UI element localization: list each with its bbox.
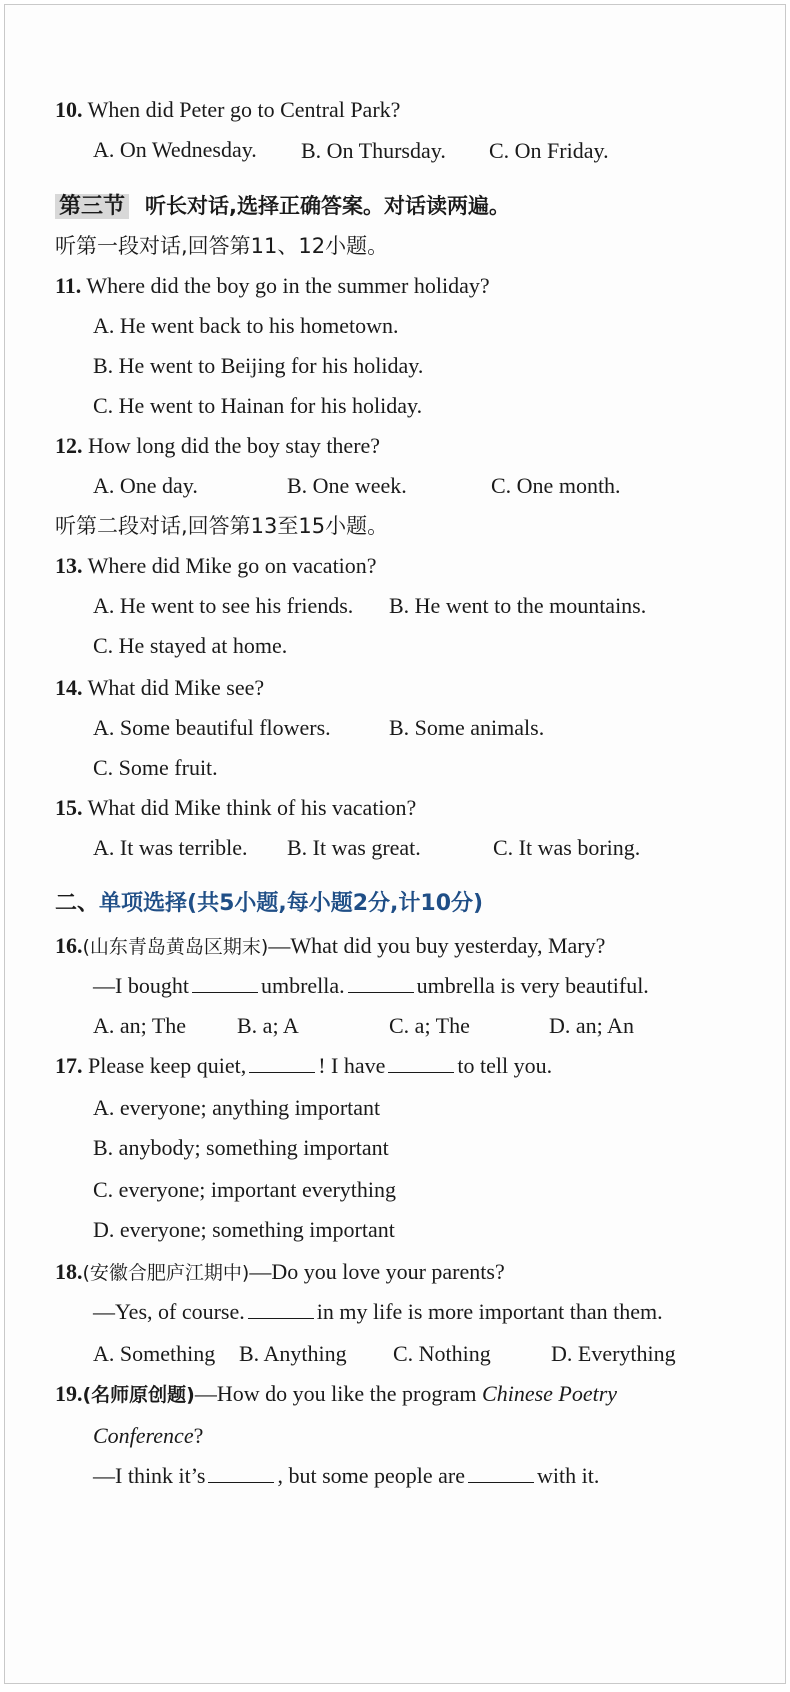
section-tag: 第三节 bbox=[55, 194, 129, 219]
option-b: B. One week. bbox=[287, 473, 407, 498]
exam-page bbox=[4, 4, 786, 1684]
option-a: A. He went back to his hometown. bbox=[93, 313, 399, 338]
option-b: B. He went to Beijing for his holiday. bbox=[93, 353, 424, 378]
question-14: 14. What did Mike see? bbox=[55, 675, 265, 700]
answer-blank bbox=[192, 974, 258, 993]
answer-blank bbox=[208, 1464, 274, 1483]
question-19-line-2: Conference? bbox=[93, 1423, 204, 1448]
option-c: C. He stayed at home. bbox=[93, 633, 288, 658]
question-18-line-2: —Yes, of course. in my life is more important than them. bbox=[93, 1299, 663, 1324]
answer-blank bbox=[468, 1464, 534, 1483]
question-19: 19.(名师原创题)—How do you like the program Chinese Poetry bbox=[55, 1381, 618, 1406]
option-a: A. Something bbox=[93, 1341, 216, 1366]
option-d: D. an; An bbox=[549, 1013, 634, 1038]
option-a: A. an; The bbox=[93, 1013, 187, 1038]
part-2-heading: 二、单项选择(共5小题,每小题2分,计10分) bbox=[55, 891, 484, 916]
question-15: 15. What did Mike think of his vacation? bbox=[55, 795, 417, 820]
option-a: A. One day. bbox=[93, 473, 198, 498]
option-a: A. He went to see his friends. bbox=[93, 593, 354, 618]
section-3-heading: 第三节 听长对话,选择正确答案。对话读两遍。 bbox=[55, 191, 510, 222]
question-source: (名师原创题) bbox=[82, 1384, 195, 1406]
answer-blank bbox=[248, 1300, 314, 1319]
question-19-line-3: —I think it’s , but some people are with it. bbox=[93, 1463, 600, 1488]
question-source: (山东青岛黄岛区期末) bbox=[82, 936, 269, 958]
question-17: 17. Please keep quiet, ! I have to tell you. bbox=[55, 1053, 553, 1078]
question-12: 12. How long did the boy stay there? bbox=[55, 433, 381, 458]
option-c: C. Nothing bbox=[393, 1341, 491, 1366]
option-b: B. It was great. bbox=[287, 835, 421, 860]
option-b: B. a; A bbox=[237, 1013, 299, 1038]
question-16: 16.(山东青岛黄岛区期末)—What did you buy yesterday, Mary? bbox=[55, 933, 606, 958]
option-b: B. Anything bbox=[239, 1341, 347, 1366]
option-b: B. He went to the mountains. bbox=[389, 593, 647, 618]
option-a: A. everyone; anything important bbox=[93, 1095, 381, 1120]
option-c: C. He went to Hainan for his holiday. bbox=[93, 393, 423, 418]
answer-blank bbox=[249, 1054, 315, 1073]
option-a: A. Some beautiful flowers. bbox=[93, 715, 331, 740]
option-b: B. On Thursday. bbox=[301, 138, 446, 163]
question-10-options bbox=[93, 135, 257, 165]
question-10: 10. When did Peter go to Central Park? bbox=[55, 97, 401, 122]
question-18: 18.(安徽合肥庐江期中)—Do you love your parents? bbox=[55, 1259, 505, 1284]
answer-blank bbox=[348, 974, 414, 993]
question-13: 13. Where did Mike go on vacation? bbox=[55, 553, 377, 578]
option-c: C. On Friday. bbox=[489, 138, 609, 163]
dialog-2-instruction: 听第二段对话,回答第13至15小题。 bbox=[55, 514, 389, 538]
option-c: C. everyone; important everything bbox=[93, 1177, 397, 1202]
option-c: C. It was boring. bbox=[493, 835, 641, 860]
question-16-line-2: —I bought umbrella. umbrella is very beautiful. bbox=[93, 973, 649, 998]
option-c: C. a; The bbox=[389, 1013, 470, 1038]
question-11: 11. Where did the boy go in the summer holiday? bbox=[55, 273, 490, 298]
option-d: D. Everything bbox=[551, 1341, 676, 1366]
option-a: A. On Wednesday. bbox=[93, 137, 257, 162]
dialog-1-instruction: 听第一段对话,回答第11、12小题。 bbox=[55, 234, 389, 258]
option-b: B. Some animals. bbox=[389, 715, 545, 740]
option-a: A. It was terrible. bbox=[93, 835, 248, 860]
option-b: B. anybody; something important bbox=[93, 1135, 389, 1160]
question-source: (安徽合肥庐江期中) bbox=[82, 1262, 250, 1284]
answer-blank bbox=[388, 1054, 454, 1073]
option-c: C. Some fruit. bbox=[93, 755, 218, 780]
option-c: C. One month. bbox=[491, 473, 621, 498]
option-d: D. everyone; something important bbox=[93, 1217, 395, 1242]
